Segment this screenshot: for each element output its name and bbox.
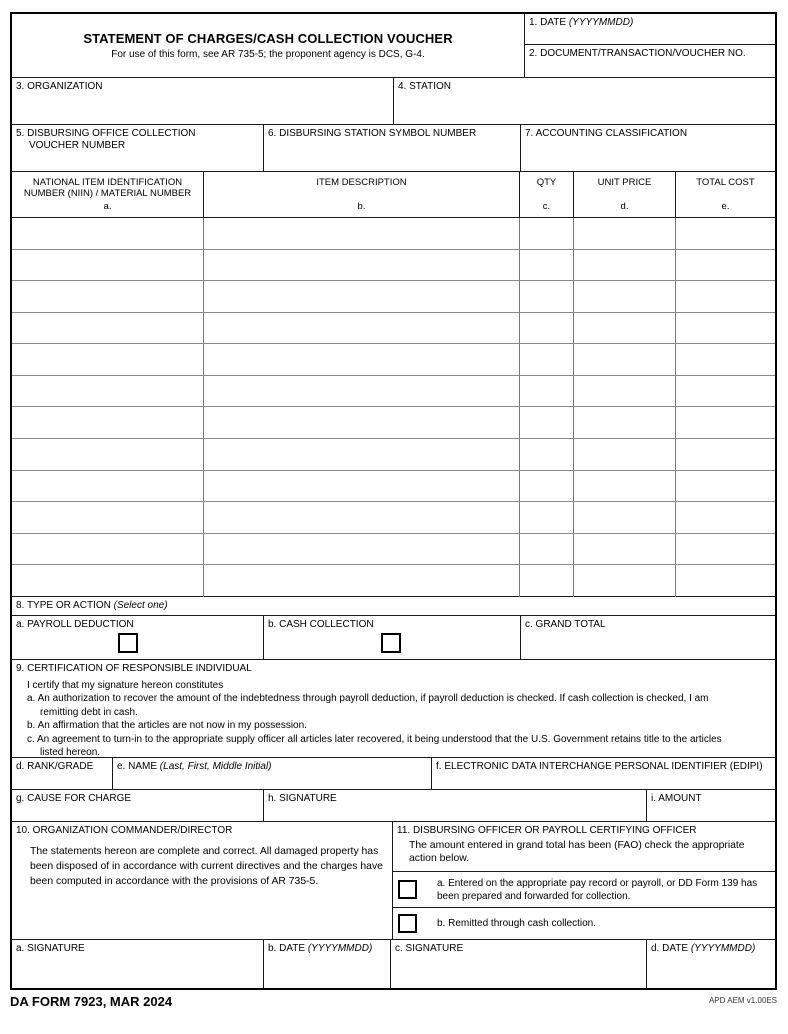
disbursing-station-symbol-field[interactable] [264, 125, 521, 171]
table-cell[interactable] [574, 502, 676, 533]
table-cell[interactable] [520, 407, 574, 438]
rank-grade-label: d. RANK/GRADE [16, 761, 94, 772]
commander-date-field[interactable] [264, 940, 391, 988]
table-row [12, 502, 775, 534]
amount-field[interactable] [647, 790, 775, 821]
table-row [12, 534, 775, 566]
table-cell[interactable] [12, 313, 204, 344]
da-form-7923 [10, 12, 777, 990]
name-field[interactable] [113, 758, 432, 789]
cash-remitted-option-label: b. Remitted through cash collection. [437, 918, 596, 929]
column-header-total-cost [676, 172, 775, 217]
table-cell[interactable] [12, 281, 204, 312]
table-cell[interactable] [520, 250, 574, 281]
table-cell[interactable] [520, 565, 574, 597]
table-cell[interactable] [204, 502, 520, 533]
table-row [12, 313, 775, 345]
col-a-letter: a. [103, 200, 112, 212]
cash-remitted-option-row [393, 908, 775, 939]
type-or-action-options-row [12, 616, 775, 660]
cash-remitted-checkbox[interactable] [398, 914, 417, 933]
table-cell[interactable] [574, 218, 676, 249]
table-cell[interactable] [574, 281, 676, 312]
table-cell[interactable] [676, 376, 775, 407]
certification-intro: I certify that my signature hereon constitutes [27, 680, 224, 691]
table-cell[interactable] [204, 534, 520, 565]
organization-field[interactable] [12, 78, 394, 124]
table-cell[interactable] [574, 439, 676, 470]
responsible-signature-label: h. SIGNATURE [268, 793, 337, 804]
commander-date-hint: (YYYYMMDD) [307, 943, 373, 954]
col-a-line1: NATIONAL ITEM IDENTIFICATION [32, 177, 183, 188]
table-row [12, 471, 775, 503]
table-cell[interactable] [574, 565, 676, 597]
table-cell[interactable] [574, 534, 676, 565]
table-cell[interactable] [204, 281, 520, 312]
column-header-qty [520, 172, 574, 217]
table-cell[interactable] [12, 534, 204, 565]
document-voucher-label: 2. DOCUMENT/TRANSACTION/VOUCHER NO. [529, 48, 746, 59]
table-cell[interactable] [676, 344, 775, 375]
station-label: 4. STATION [398, 81, 451, 92]
pay-record-option-label: a. Entered on the appropriate pay record or payroll, or DD Form 139 has been prepared and forwarded for collection. [437, 877, 758, 902]
form-number: DA FORM 7923, MAR 2024 [10, 994, 173, 1009]
column-header-niin [12, 172, 204, 217]
organization-label: 3. ORGANIZATION [16, 81, 103, 92]
table-cell[interactable] [204, 407, 520, 438]
name-label: e. NAME [117, 761, 158, 772]
disbursing-officer-instruction: The amount entered in grand total has been (FAO) check the appropriate action below. [409, 840, 745, 864]
table-cell[interactable] [12, 407, 204, 438]
column-header-unit-price [574, 172, 676, 217]
table-cell[interactable] [12, 218, 204, 249]
table-cell[interactable] [204, 565, 520, 597]
table-cell[interactable] [520, 218, 574, 249]
commander-signature-field[interactable] [12, 940, 264, 988]
disbursing-office-label-line1: 5. DISBURSING OFFICE COLLECTION [16, 128, 196, 139]
organization-commander-label: 10. ORGANIZATION COMMANDER/DIRECTOR [16, 825, 233, 836]
table-cell[interactable] [520, 376, 574, 407]
table-cell[interactable] [520, 281, 574, 312]
table-cell[interactable] [204, 218, 520, 249]
signature-date-row [12, 940, 775, 988]
payroll-deduction-checkbox[interactable] [118, 633, 138, 653]
commander-date-label: b. DATE [268, 943, 306, 954]
table-cell[interactable] [204, 313, 520, 344]
certification-cell [12, 660, 726, 757]
table-cell[interactable] [676, 565, 775, 597]
form-subtitle: For use of this form, see AR 735-5; the proponent agency is DCS, G-4. [111, 49, 425, 60]
table-cell[interactable] [574, 344, 676, 375]
certification-item-a-line2: remitting debt in cash. [40, 706, 138, 718]
disbursing-office-label-line2: VOUCHER NUMBER [29, 140, 126, 151]
table-cell[interactable] [676, 281, 775, 312]
table-row [12, 439, 775, 471]
table-cell[interactable] [574, 250, 676, 281]
col-e-label: TOTAL COST [696, 177, 755, 188]
rank-grade-field[interactable] [12, 758, 113, 789]
table-cell[interactable] [574, 407, 676, 438]
table-cell[interactable] [676, 471, 775, 502]
cash-collection-cell [264, 616, 521, 659]
table-cell[interactable] [574, 376, 676, 407]
table-cell[interactable] [12, 439, 204, 470]
col-e-letter: e. [721, 200, 730, 212]
col-d-letter: d. [620, 200, 629, 212]
date-field[interactable] [525, 14, 775, 45]
table-cell[interactable] [676, 218, 775, 249]
table-cell[interactable] [520, 471, 574, 502]
table-cell[interactable] [204, 376, 520, 407]
table-cell[interactable] [12, 250, 204, 281]
type-or-action-label: 8. TYPE OR ACTION [16, 600, 111, 611]
table-row [12, 565, 775, 597]
cause-for-charge-field[interactable] [12, 790, 264, 821]
table-cell[interactable] [520, 439, 574, 470]
table-cell[interactable] [204, 439, 520, 470]
table-cell[interactable] [676, 439, 775, 470]
table-cell[interactable] [520, 502, 574, 533]
table-cell[interactable] [520, 313, 574, 344]
disbursing-officer-intro [393, 822, 775, 872]
certification-item-c-line1: c. An agreement to turn-in to the appropriate supply officer all articles later recovered, it being understood that the U.S. Government retains title to the articles [27, 733, 722, 745]
form-version: APD AEM v1.00ES [708, 996, 777, 1005]
grand-total-field[interactable] [521, 616, 775, 659]
table-cell[interactable] [12, 502, 204, 533]
table-row [12, 407, 775, 439]
certification-item-c-line2: listed hereon. [40, 747, 101, 757]
date-label: 1. DATE [529, 17, 567, 28]
table-cell[interactable] [204, 471, 520, 502]
col-b-letter: b. [357, 200, 366, 212]
col-c-label: QTY [536, 177, 557, 188]
table-cell[interactable] [520, 534, 574, 565]
cash-collection-checkbox[interactable] [381, 633, 401, 653]
certification-item-a-line1: a. An authorization to recover the amount of the indebtedness through payroll deduction, if payroll deduction is checked. If cash collection is checked, I am [27, 693, 709, 705]
disbursing-date-hint: (YYYYMMDD) [690, 943, 756, 954]
disbursing-signature-field[interactable] [391, 940, 647, 988]
disbursing-row [12, 125, 775, 172]
disbursing-date-field[interactable] [647, 940, 775, 988]
commander-disbursing-row [12, 822, 775, 940]
type-or-action-header-row [12, 597, 775, 616]
col-d-label: UNIT PRICE [597, 177, 652, 188]
commander-signature-label: a. SIGNATURE [16, 943, 85, 954]
table-cell[interactable] [574, 313, 676, 344]
table-row [12, 250, 775, 282]
grand-total-label: c. GRAND TOTAL [525, 619, 606, 630]
table-cell[interactable] [204, 250, 520, 281]
disbursing-station-symbol-label: 6. DISBURSING STATION SYMBOL NUMBER [268, 128, 477, 139]
table-cell[interactable] [12, 376, 204, 407]
table-cell[interactable] [12, 565, 204, 597]
table-cell[interactable] [204, 344, 520, 375]
column-header-item-description [204, 172, 520, 217]
table-row [12, 281, 775, 313]
pay-record-option-row [393, 872, 775, 908]
table-cell[interactable] [676, 313, 775, 344]
col-a-line2: NUMBER (NIIN) / MATERIAL NUMBER [23, 187, 192, 199]
header-row [12, 14, 775, 78]
table-cell[interactable] [574, 471, 676, 502]
responsible-signature-field[interactable] [264, 790, 647, 821]
col-c-letter: c. [542, 200, 551, 212]
table-cell[interactable] [676, 502, 775, 533]
items-table-header [12, 172, 775, 218]
form-title: STATEMENT OF CHARGES/CASH COLLECTION VOUCHER [83, 31, 453, 46]
accounting-classification-field[interactable] [521, 125, 775, 171]
table-cell[interactable] [12, 344, 204, 375]
table-cell[interactable] [520, 344, 574, 375]
rank-name-edipi-row [12, 758, 775, 790]
disbursing-office-voucher-field[interactable] [12, 125, 264, 171]
station-field[interactable] [394, 78, 775, 124]
table-cell[interactable] [12, 471, 204, 502]
edipi-label: f. ELECTRONIC DATA INTERCHANGE PERSONAL IDENTIFIER (EDIPI) [436, 761, 763, 772]
certification-item-b: b. An affirmation that the articles are not now in my possession. [27, 720, 307, 732]
payroll-deduction-cell [12, 616, 264, 659]
amount-label: i. AMOUNT [651, 793, 702, 804]
table-cell[interactable] [676, 407, 775, 438]
name-hint: (Last, First, Middle Initial) [159, 761, 272, 772]
disbursing-signature-label: c. SIGNATURE [395, 943, 464, 954]
pay-record-checkbox[interactable] [398, 880, 417, 899]
org-station-row [12, 78, 775, 125]
table-row [12, 344, 775, 376]
form-title-block [12, 14, 525, 77]
cash-collection-label: b. CASH COLLECTION [268, 619, 374, 630]
organization-commander-section [12, 822, 393, 939]
organization-commander-statement: The statements hereon are complete and correct. All damaged property has been disposed of in accordance with current directives and the charges have been computed in accordance with the provisions of AR 735-5. [30, 846, 383, 887]
cause-signature-amount-row [12, 790, 775, 822]
accounting-classification-label: 7. ACCOUNTING CLASSIFICATION [525, 128, 688, 139]
edipi-field[interactable] [432, 758, 775, 789]
certification-label: 9. CERTIFICATION OF RESPONSIBLE INDIVIDUAL [16, 663, 252, 674]
items-table-body [12, 218, 775, 597]
date-format-hint: (YYYYMMDD) [568, 17, 634, 28]
table-row [12, 218, 775, 250]
document-voucher-field[interactable] [525, 45, 775, 77]
table-cell[interactable] [676, 534, 775, 565]
col-b-label: ITEM DESCRIPTION [316, 177, 407, 188]
table-row [12, 376, 775, 408]
type-or-action-header [12, 597, 172, 615]
type-or-action-hint: (Select one) [113, 600, 168, 611]
disbursing-officer-label: 11. DISBURSING OFFICER OR PAYROLL CERTIFYING OFFICER [397, 825, 697, 836]
certification-section [12, 660, 775, 758]
table-cell[interactable] [676, 250, 775, 281]
disbursing-officer-section [393, 822, 775, 939]
payroll-deduction-label: a. PAYROLL DEDUCTION [16, 619, 134, 630]
cause-for-charge-label: g. CAUSE FOR CHARGE [16, 793, 132, 804]
disbursing-date-label: d. DATE [651, 943, 689, 954]
header-right-column [525, 14, 775, 77]
